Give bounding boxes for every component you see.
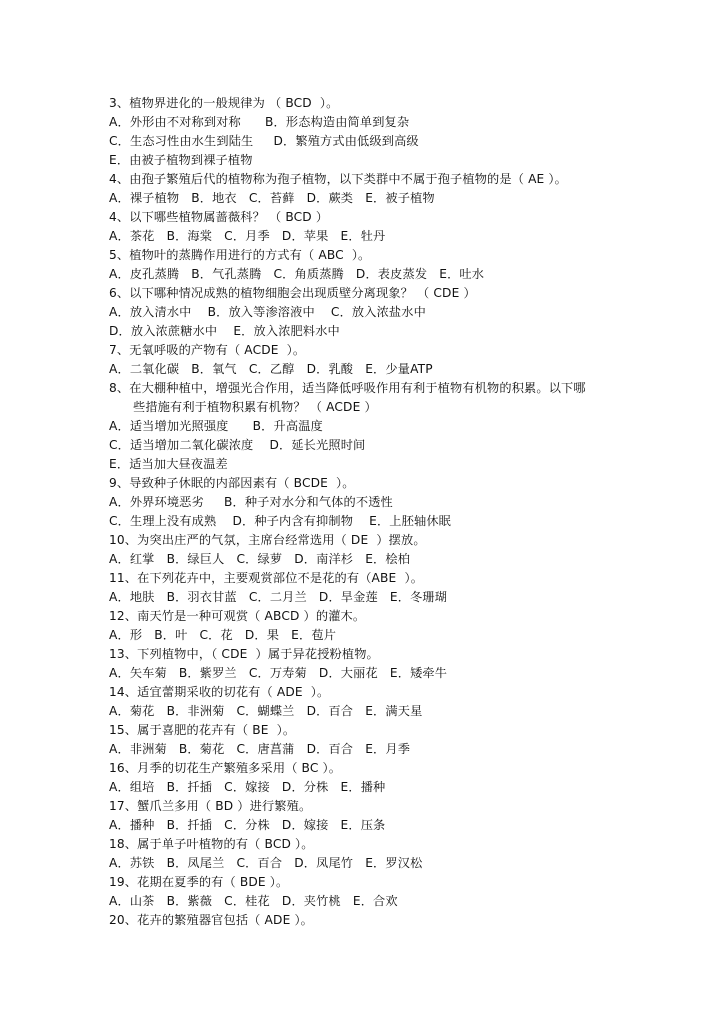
question-14: 14、适宜蕾期采收的切花有（ ADE ）。 (109, 685, 330, 699)
option-line: C．生态习性由水生到陆生 D．繁殖方式由低级到高级 (109, 134, 419, 148)
option-line: A．苏铁 B．凤尾兰 C．百合 D．凤尾竹 E．罗汉松 (109, 856, 423, 870)
option-line: A．外形由不对称到对称 B．形态构造由简单到复杂 (109, 115, 410, 129)
question-8: 8、在大棚种植中，增强光合作用，适当降低呼吸作用有利于植物有机物的积累。以下哪 (109, 381, 586, 395)
question-12: 12、南天竹是一种可观赏（ ABCD ）的灌木。 (109, 609, 366, 623)
option-line: A．裸子植物 B．地衣 C．苔藓 D．蕨类 E．被子植物 (109, 191, 435, 205)
option-line: A．山茶 B．紫薇 C．桂花 D．夹竹桃 E．合欢 (109, 894, 398, 908)
option-line: A．地肤 B．羽衣甘蓝 C．二月兰 D．旱金莲 E．冬珊瑚 (109, 590, 448, 604)
question-15: 15、属于喜肥的花卉有（ BE ）。 (109, 723, 296, 737)
option-line: C．适当增加二氧化碳浓度 D．延长光照时间 (109, 438, 366, 452)
option-line: A．放入清水中 B．放入等渗溶液中 C．放入浓盐水中 (109, 305, 426, 319)
question-11: 11、在下列花卉中，主要观赏部位不是花的有（ABE ）。 (109, 571, 424, 585)
question-list (109, 94, 669, 930)
option-line: A．二氧化碳 B．氧气 C．乙醇 D．乳酸 E．少量ATP (109, 362, 433, 376)
option-line: E．由被子植物到裸子植物 (109, 153, 253, 167)
question-16: 16、月季的切花生产繁殖多采用（ BC ）。 (109, 761, 342, 775)
question-4b: 4、以下哪些植物属蔷薇科？ （ BCD ） (109, 210, 329, 224)
question-3: 3、植物界进化的一般规律为 （ BCD ）。 (109, 96, 339, 110)
question-10: 10、为突出庄严的气氛，主席台经常选用（ DE ）摆放。 (109, 533, 426, 547)
option-line: A．皮孔蒸腾 B．气孔蒸腾 C．角质蒸腾 D．表皮蒸发 E．吐水 (109, 267, 485, 281)
option-line: A．播种 B．扦插 C．分株 D．嫁接 E．压条 (109, 818, 386, 832)
question-13: 13、下列植物中，（ CDE ）属于异花授粉植物。 (109, 647, 379, 661)
question-19: 19、花期在夏季的有（ BDE ）。 (109, 875, 289, 889)
question-8-continued: 些措施有利于植物积累有机物？ （ ACDE ） (133, 400, 377, 414)
option-line: A．菊花 B．非洲菊 C．蝴蝶兰 D．百合 E．满天星 (109, 704, 423, 718)
option-line: A．适当增加光照强度 B．升高温度 (109, 419, 323, 433)
question-5: 5、植物叶的蒸腾作用进行的方式有（ ABC ）。 (109, 248, 371, 262)
option-line: A．茶花 B．海棠 C．月季 D．苹果 E．牡丹 (109, 229, 386, 243)
question-18: 18、属于单子叶植物的有（ BCD ）。 (109, 837, 314, 851)
option-line: A．非洲菊 B．菊花 C．唐菖蒲 D．百合 E．月季 (109, 742, 411, 756)
option-line: D．放入浓蔗糖水中 E．放入浓肥料水中 (109, 324, 340, 338)
option-line: A．红掌 B．绿巨人 C．绿萝 D．南洋杉 E．桧柏 (109, 552, 411, 566)
option-line: A．组培 B．扦插 C．嫁接 D．分株 E．播种 (109, 780, 386, 794)
option-line: A．外界环境恶劣 B．种子对水分和气体的不透性 (109, 495, 393, 509)
option-line: A．形 B．叶 C．花 D．果 E．苞片 (109, 628, 337, 642)
question-17: 17、蟹爪兰多用（ BD ）进行繁殖。 (109, 799, 312, 813)
option-line: A．矢车菊 B．紫罗兰 C．万寿菊 D．大丽花 E．矮牵牛 (109, 666, 448, 680)
option-line: C．生理上没有成熟 D．种子内含有抑制物 E．上胚轴休眠 (109, 514, 451, 528)
option-line: E．适当加大昼夜温差 (109, 457, 228, 471)
question-7: 7、无氧呼吸的产物有（ ACDE ）。 (109, 343, 306, 357)
question-6: 6、以下哪种情况成熟的植物细胞会出现质壁分离现象？ （ CDE ） (109, 286, 476, 300)
question-20: 20、花卉的繁殖器官包括（ ADE ）。 (109, 913, 314, 927)
question-4a: 4、由孢子繁殖后代的植物称为孢子植物，以下类群中不属于孢子植物的是（ AE ）。 (109, 172, 568, 186)
question-9: 9、导致种子休眠的内部因素有（ BCDE ）。 (109, 476, 355, 490)
